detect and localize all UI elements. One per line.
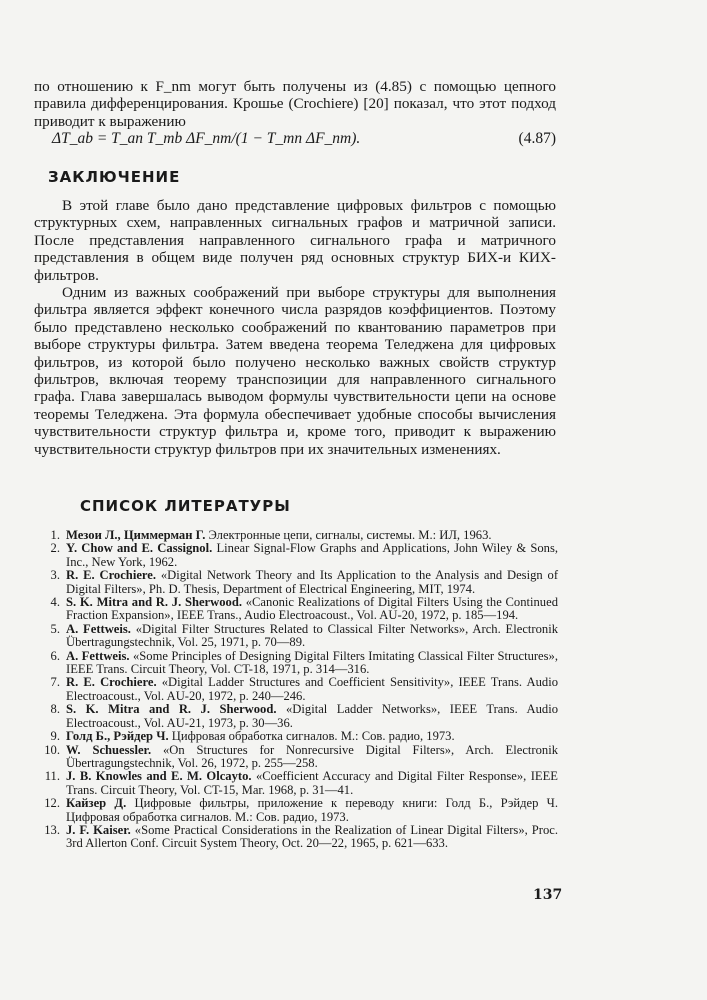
reference-text [66, 650, 558, 677]
reference-number: 4. [50, 595, 60, 610]
reference-body: «On Structures for Nonrecursive Digital Filters», Arch. Electronik Übertragungstechnik, Vol. 26, 1972, p. 255—258. [66, 742, 559, 770]
reference-text [66, 529, 558, 542]
reference-authors: J. B. Knowles and E. M. Olcayto. [66, 769, 252, 784]
reference-text [66, 770, 558, 797]
reference-authors: S. K. Mitra and R. J. Sherwood. [66, 595, 242, 610]
reference-item [34, 529, 558, 542]
reference-text [66, 730, 558, 743]
references-list [34, 529, 558, 851]
reference-number: 7. [50, 675, 60, 690]
reference-body: Linear Signal-Flow Graphs and Applications, John Wiley & Sons, Inc., New York, 1962. [66, 541, 558, 569]
formula-expression: ΔT_ab = T_an T_mb ΔF_nm/(1 − T_mn ΔF_nm). [52, 130, 361, 147]
reference-body: Электронные цепи, сигналы, системы. М.: ИЛ, 1963. [205, 528, 492, 542]
reference-item [34, 824, 558, 851]
reference-item [34, 797, 558, 824]
reference-text [66, 744, 558, 771]
reference-text [66, 797, 558, 824]
reference-text [66, 676, 558, 703]
reference-number: 9. [50, 729, 60, 744]
reference-body: «Some Principles of Designing Digital Filters Imitating Classical Filter Structures», IEEE Trans. Circuit Theory, Vol. CT-18, 1971, p. 314—316. [66, 648, 558, 677]
reference-text [66, 623, 558, 650]
reference-item [34, 744, 558, 771]
intro-paragraph [34, 78, 556, 130]
reference-authors: Мезои Л., Циммерман Г. [66, 528, 206, 542]
reference-authors: J. F. Kaiser. [66, 822, 131, 837]
reference-body: «Canonic Realizations of Digital Filters Using the Continued Fraction Expansion», IEEE Trans., Audio Electroacoust., Vol. AU-20, 1972, p. 185—194. [66, 595, 558, 623]
reference-number: 12. [44, 796, 60, 811]
conclusion-heading: ЗАКЛЮЧЕНИЕ [48, 168, 181, 186]
reference-item [34, 703, 558, 730]
reference-number: 6. [50, 648, 60, 663]
reference-body: «Digital Network Theory and Its Application to the Analysis and Design of Digital Filters», Ph. D. Thesis, Department of Electrical Engineering, MIT, 1974. [66, 568, 559, 596]
reference-body: «Digital Filter Structures Related to Classical Filter Networks», Arch. Electronik Übertragungstechnik, Vol. 25, 1971, p. 70—89. [66, 621, 559, 650]
reference-body: «Coefficient Accuracy and Digital Filter Response», IEEE Trans. Circuit Theory, Vol. CT-15, Mar. 1968, p. 31—41. [66, 769, 558, 797]
reference-authors: Голд Б., Рэйдер Ч. [66, 729, 169, 744]
reference-number: 5. [50, 621, 60, 636]
reference-text [66, 824, 558, 851]
reference-authors: Кайзер Д. [66, 796, 127, 811]
formula-4-87 [52, 129, 556, 149]
reference-item [34, 542, 558, 569]
reference-authors: A. Fettweis. [66, 621, 131, 636]
reference-item [34, 730, 558, 743]
references-heading: СПИСОК ЛИТЕРАТУРЫ [80, 497, 291, 515]
reference-item [34, 650, 558, 677]
reference-body: «Digital Ladder Structures and Coefficient Sensitivity», IEEE Trans. Audio Electroacoust., Vol. AU-20, 1972, p. 240—246. [66, 675, 558, 703]
reference-authors: R. E. Crochiere. [66, 568, 157, 583]
intro-text: по отношению к F_nm могут быть получены из (4.85) с помощью цепного правила дифференцирования. Крошье (Crochiere) [20] показал, что этот подход приводит к выражению [34, 78, 556, 130]
reference-item [34, 569, 558, 596]
conclusion-paragraph-1: В этой главе было дано представление цифровых фильтров с помощью структурных схем, направленных сигнальных графов и матричной записи. После представления направленного сигнального графа и матричного представления в общем виде получен ряд основных структур БИХ-и КИХ-фильтров. [34, 197, 556, 284]
reference-number: 13. [44, 822, 60, 837]
reference-number: 11. [44, 769, 60, 784]
reference-number: 1. [50, 528, 60, 542]
reference-body: «Digital Ladder Networks», IEEE Trans. Audio Electroacoust., Vol. AU-21, 1973, p. 30—36. [66, 702, 558, 730]
page-number: 137 [533, 887, 563, 903]
reference-authors: S. K. Mitra and R. J. Sherwood. [66, 702, 277, 717]
reference-number: 10. [44, 742, 60, 757]
reference-text [66, 703, 558, 730]
reference-number: 8. [50, 702, 60, 717]
reference-text [66, 596, 558, 623]
reference-authors: Y. Chow and E. Cassignol. [66, 541, 213, 556]
reference-text [66, 569, 558, 596]
reference-item [34, 596, 558, 623]
reference-body: «Some Practical Considerations in the Realization of Linear Digital Filters», Proc. 3rd Allerton Conf. Circuit System Theory, Oct. 20—22, 1965, p. 621—633. [66, 822, 558, 851]
formula-number: (4.87) [518, 130, 556, 147]
reference-authors: R. E. Crochiere. [66, 675, 157, 690]
reference-body: Цифровые фильтры, приложение к переводу книги: Голд Б., Рэйдер Ч. Цифровая обработка сигналов. М.: Сов. радио, 1973. [66, 796, 558, 824]
reference-authors: A. Fettweis. [66, 648, 130, 663]
conclusion-paragraph-2: Одним из важных соображений при выборе структуры для выполнения фильтра является эффект конечного числа разрядов коэффициентов. Поэтому было представлено несколько соображений по квантованию параметров при выборе структуры фильтра. Затем введена теорема Теледжена для цифровых фильтров, из которой было получено несколько важных свойств структур фильтров, включая теорему транспозиции для направленного сигнального графа. Глава завершалась выводом формулы чувствительности цепи на основе теоремы Теледжена. Эта формула обеспечивает удобные способы вычисления чувствительности структур фильтра и, кроме того, приводит к выражению чувствительности структур фильтров при их значительных изменениях. [34, 284, 556, 458]
reference-item [34, 770, 558, 797]
reference-body: Цифровая обработка сигналов. М.: Сов. радио, 1973. [168, 729, 455, 744]
conclusion-section [34, 197, 556, 458]
reference-number: 3. [50, 568, 60, 583]
reference-number: 2. [50, 541, 60, 556]
reference-authors: W. Schuessler. [66, 742, 152, 757]
reference-item [34, 676, 558, 703]
reference-text [66, 542, 558, 569]
reference-item [34, 623, 558, 650]
